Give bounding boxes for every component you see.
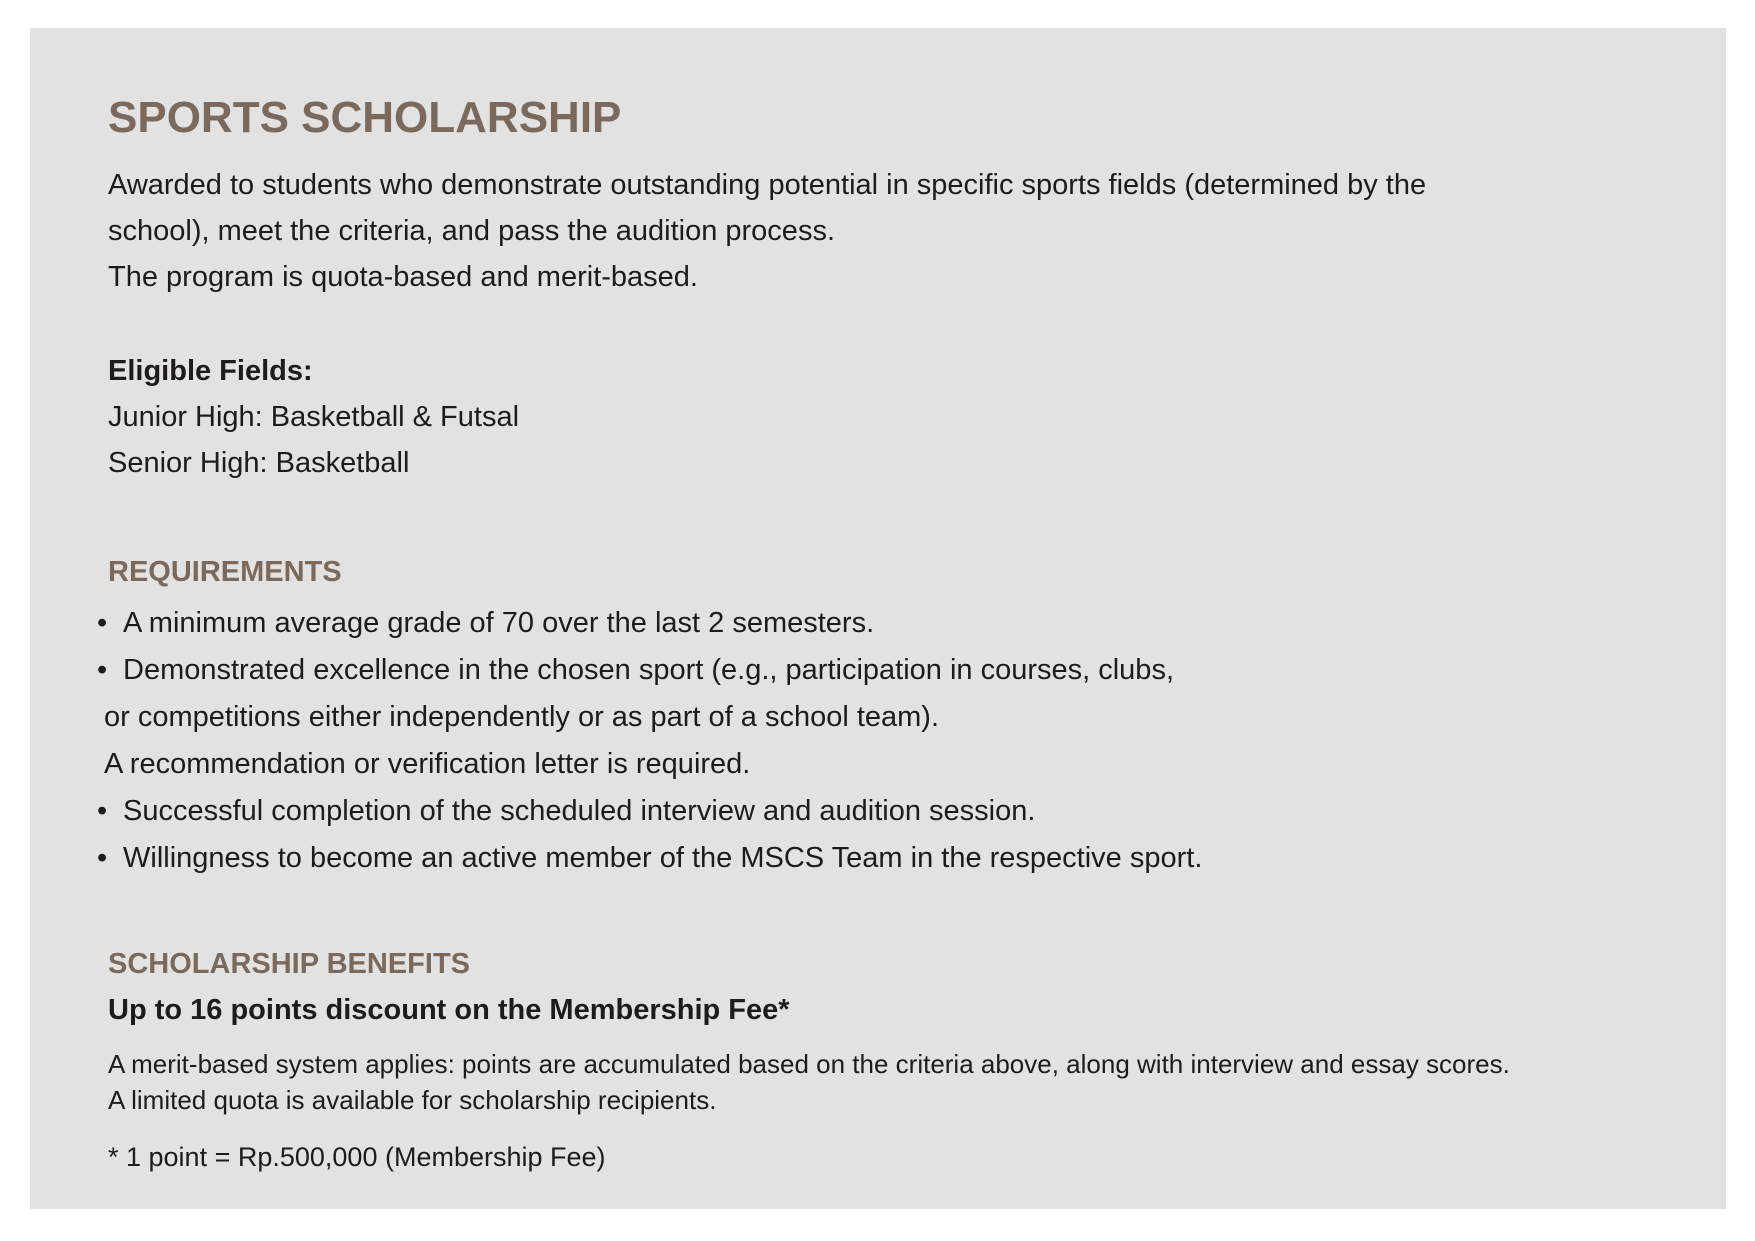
intro-paragraph bbox=[108, 162, 1706, 300]
requirements-heading: REQUIREMENTS bbox=[108, 556, 342, 588]
requirement-item bbox=[97, 600, 1706, 647]
requirement-continuation: A recommendation or verification letter is required. bbox=[104, 748, 751, 780]
footnote: * 1 point = Rp.500,000 (Membership Fee) bbox=[108, 1142, 606, 1172]
eligible-fields-item: Senior High: Basketball bbox=[108, 447, 410, 479]
requirement-text: Successful completion of the scheduled interview and audition session. bbox=[123, 795, 1036, 827]
benefits-detail-line: A merit-based system applies: points are accumulated based on the criteria above, along with interview and essay scores. bbox=[108, 1049, 1510, 1079]
eligible-fields-section bbox=[108, 348, 1706, 486]
requirements-list bbox=[97, 600, 1706, 882]
benefits-headline: Up to 16 points discount on the Membership Fee* bbox=[108, 994, 790, 1026]
requirement-item bbox=[97, 835, 1706, 882]
eligible-fields-heading: Eligible Fields: bbox=[108, 355, 313, 387]
requirement-item bbox=[97, 788, 1706, 835]
bullet-icon: • bbox=[97, 654, 108, 686]
requirement-item bbox=[97, 647, 1706, 694]
requirement-text: A minimum average grade of 70 over the last 2 semesters. bbox=[123, 607, 875, 639]
eligible-fields-item: Junior High: Basketball & Futsal bbox=[108, 401, 520, 433]
scholarship-panel bbox=[30, 28, 1726, 1209]
bullet-icon: • bbox=[97, 842, 108, 874]
page-title: SPORTS SCHOLARSHIP bbox=[108, 93, 622, 142]
intro-line: school), meet the criteria, and pass the audition process. bbox=[108, 215, 835, 247]
benefits-detail-line: A limited quota is available for scholarship recipients. bbox=[108, 1085, 717, 1115]
panel-content bbox=[30, 28, 1726, 1174]
intro-line: The program is quota-based and merit-based. bbox=[108, 261, 698, 293]
benefits-detail bbox=[108, 1046, 1706, 1118]
requirement-text: Willingness to become an active member of the MSCS Team in the respective sport. bbox=[123, 842, 1203, 874]
benefits-heading: SCHOLARSHIP BENEFITS bbox=[108, 948, 471, 980]
requirement-continuation: or competitions either independently or as part of a school team). bbox=[104, 701, 940, 733]
bullet-icon: • bbox=[97, 607, 108, 639]
intro-line: Awarded to students who demonstrate outstanding potential in specific sports fields (determined by the bbox=[108, 169, 1427, 201]
bullet-icon: • bbox=[97, 795, 108, 827]
requirement-text: Demonstrated excellence in the chosen sport (e.g., participation in courses, clubs, bbox=[123, 654, 1174, 686]
